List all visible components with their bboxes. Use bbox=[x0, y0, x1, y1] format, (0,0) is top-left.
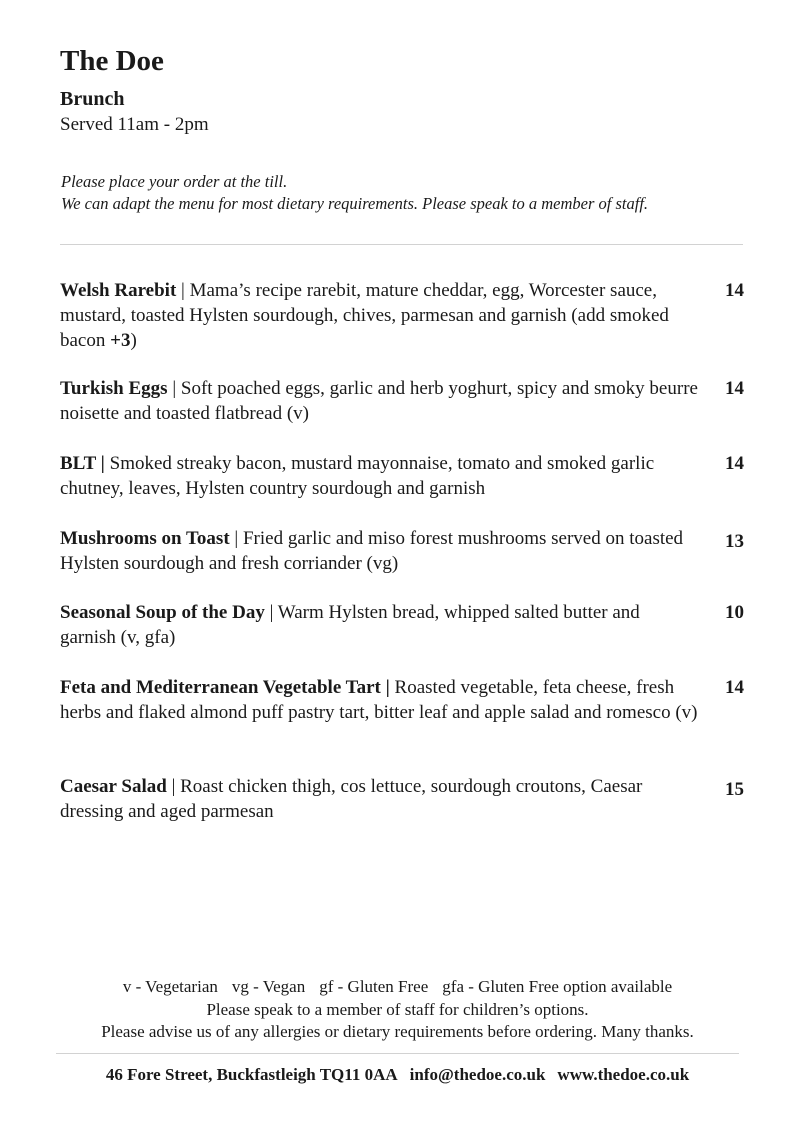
ordering-notes bbox=[61, 171, 648, 215]
menu-item-name: Mushrooms on Toast bbox=[60, 528, 230, 549]
menu-item-name: Feta and Mediterranean Vegetable Tart | bbox=[60, 677, 390, 698]
menu-item-price: 10 bbox=[725, 602, 744, 623]
menu-item-text bbox=[60, 774, 700, 824]
menu-item-extra-tail: ) bbox=[130, 330, 137, 351]
legend-gluten-free: gf - Gluten Free bbox=[319, 977, 429, 996]
menu-item-separator: | bbox=[167, 378, 181, 399]
menu-item-price: 14 bbox=[725, 280, 744, 301]
menu-name: Brunch bbox=[60, 88, 125, 110]
divider-bottom bbox=[56, 1053, 739, 1054]
menu-item-description: Warm Hylsten bread, whipped salted butter and garnish (v, gfa) bbox=[60, 602, 640, 648]
address: 46 Fore Street, Buckfastleigh TQ11 0AA bbox=[105, 1065, 398, 1084]
allergy-note: Please advise us of any allergies or dietary requirements before ordering. Many thanks. bbox=[101, 1022, 694, 1041]
menu-item-description: Smoked streaky bacon, mustard mayonnaise, tomato and smoked garlic chutney, leaves, Hylsten country sourdough and garnish bbox=[60, 453, 655, 499]
menu-item-name: BLT | bbox=[60, 453, 105, 474]
children-note: Please speak to a member of staff for children’s options. bbox=[206, 999, 589, 1019]
menu-item-name: Caesar Salad bbox=[60, 776, 167, 797]
menu-item-description: Fried garlic and miso forest mushrooms served on toasted Hylsten sourdough and fresh corriander (vg) bbox=[60, 528, 684, 574]
menu-item-name: Turkish Eggs bbox=[60, 378, 168, 399]
menu-item-separator: | bbox=[176, 280, 190, 301]
contact-line bbox=[56, 1064, 739, 1086]
menu-item-price: 13 bbox=[725, 531, 744, 552]
menu-item-text bbox=[60, 600, 700, 650]
menu-item-mushrooms-on-toast bbox=[60, 526, 743, 576]
divider-top bbox=[60, 244, 743, 245]
email-link[interactable]: info@thedoe.co.uk bbox=[409, 1065, 546, 1084]
menu-item-text bbox=[60, 451, 700, 501]
menu-item-description: Mama’s recipe rarebit, mature cheddar, egg, Worcester sauce, mustard, toasted Hylsten sourdough, chives, parmesan and garnish (add smoked bacon bbox=[60, 280, 669, 351]
menu-item-welsh-rarebit bbox=[60, 278, 743, 353]
menu-item-separator: | bbox=[264, 602, 278, 623]
legend-gluten-free-option: gfa - Gluten Free option available bbox=[442, 977, 673, 996]
menu-item-text bbox=[60, 278, 700, 353]
menu-item-seasonal-soup bbox=[60, 600, 743, 650]
menu-item-price: 14 bbox=[725, 677, 744, 698]
restaurant-name: The Doe bbox=[60, 45, 164, 77]
dietary-note: We can adapt the menu for most dietary requirements. Please speak to a member of staff. bbox=[61, 194, 649, 213]
menu-item-name: Seasonal Soup of the Day bbox=[60, 602, 265, 623]
menu-item-description: Roasted vegetable, feta cheese, fresh herbs and flaked almond puff pastry tart, bitter leaf and apple salad and romesco (v) bbox=[60, 677, 698, 723]
menu-item-text bbox=[60, 675, 700, 725]
menu-item-price: 15 bbox=[725, 779, 744, 800]
menu-item-feta-tart bbox=[60, 675, 743, 725]
menu-item-price: 14 bbox=[725, 378, 744, 399]
serving-hours: Served 11am - 2pm bbox=[60, 114, 209, 135]
menu-item-name: Welsh Rarebit bbox=[60, 280, 177, 301]
footer-notes bbox=[56, 976, 739, 1044]
website-link[interactable]: www.thedoe.co.uk bbox=[557, 1065, 690, 1084]
menu-item-blt bbox=[60, 451, 743, 501]
menu-item-turkish-eggs bbox=[60, 376, 743, 426]
menu-item-text bbox=[60, 526, 700, 576]
legend-vegan: vg - Vegan bbox=[231, 977, 306, 996]
legend-vegetarian: v - Vegetarian bbox=[122, 977, 218, 996]
menu-item-text bbox=[60, 376, 700, 426]
menu-item-description: Roast chicken thigh, cos lettuce, sourdough croutons, Caesar dressing and aged parmesan bbox=[60, 776, 643, 822]
menu-item-separator: | bbox=[229, 528, 243, 549]
ordering-note: Please place your order at the till. bbox=[61, 172, 288, 191]
menu-item-extra-price: +3 bbox=[110, 330, 131, 351]
menu-item-caesar-salad bbox=[60, 774, 743, 824]
menu-item-description: Soft poached eggs, garlic and herb yoghurt, spicy and smoky beurre noisette and toasted flatbread (v) bbox=[60, 378, 698, 424]
menu-item-separator: | bbox=[166, 776, 181, 797]
dietary-legend bbox=[56, 976, 739, 999]
menu-item-price: 14 bbox=[725, 453, 744, 474]
